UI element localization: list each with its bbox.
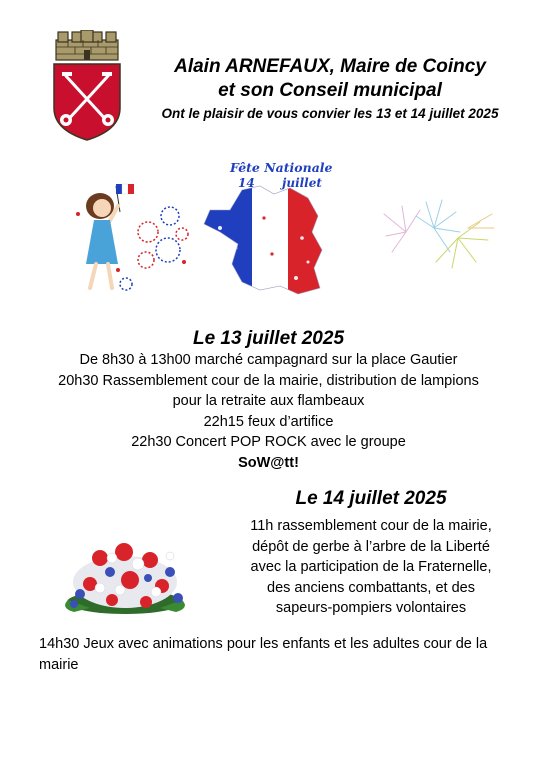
afternoon-games — [39, 634, 514, 676]
day14-line: sapeurs-pompiers volontaires — [275, 600, 467, 616]
day13-line: 22h30 Concert POP ROCK avec le groupe — [131, 434, 406, 450]
coat-of-arms-icon — [48, 30, 126, 142]
fete-title: Fête Nationale — [230, 160, 333, 175]
day13-line: 20h30 Rassemblement cour de la mairie, distribution de lampions — [58, 372, 479, 389]
fireworks-illustration — [376, 192, 496, 277]
header-invitation: Ont le plaisir de vous convier les 13 et 14 juillet 2025 — [161, 106, 499, 121]
footer-line: 14h30 Jeux avec animations pour les enfants et les adultes cour de la — [39, 636, 488, 652]
day14-program — [236, 516, 506, 619]
day14-line: des anciens combattants, et des — [267, 579, 475, 596]
fete-month: juillet — [282, 176, 322, 190]
day13-line: pour la retraite aux flambeaux — [172, 393, 365, 409]
flower-wreath-illustration — [60, 528, 190, 618]
girl-fireworks-illustration — [72, 172, 192, 300]
footer-line: mairie — [39, 657, 79, 673]
day14-line: 11h rassemblement cour de la mairie, — [250, 518, 492, 534]
day14-line: avec la participation de la Fraternelle, — [250, 559, 492, 575]
fete-day-number: 14 — [238, 176, 255, 190]
header-council: et son Conseil municipal — [218, 80, 442, 101]
day14-line: dépôt de gerbe à l’arbre de la Liberté — [252, 538, 490, 555]
day14-title: Le 14 juillet 2025 — [295, 488, 447, 509]
band-name: SoW@tt! — [238, 454, 299, 471]
day13-line: De 8h30 à 13h00 marché campagnard sur la place Gautier — [79, 352, 458, 368]
day13-program — [10, 350, 527, 473]
fete-nationale-graphic — [190, 158, 340, 303]
day13-title: Le 13 juillet 2025 — [192, 328, 345, 349]
header-mayor: Alain ARNEFAUX, Maire de Coincy — [174, 56, 486, 77]
day13-line: 22h15 feux d’artifice — [203, 413, 334, 430]
